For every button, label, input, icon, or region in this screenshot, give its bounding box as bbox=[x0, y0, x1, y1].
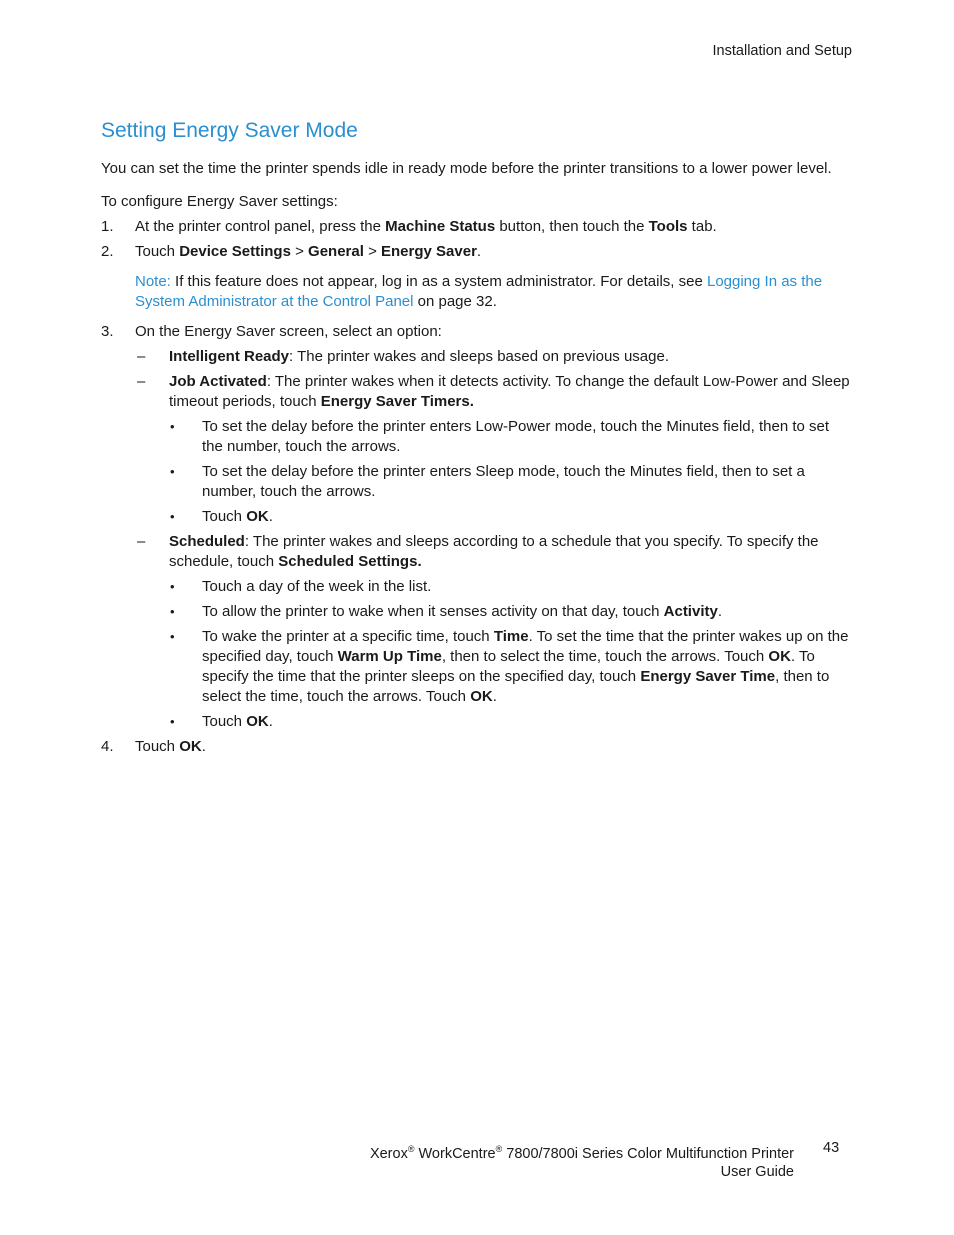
option-term: Scheduled bbox=[169, 533, 245, 550]
separator: > bbox=[363, 243, 382, 260]
machine-status-term: Machine Status bbox=[385, 218, 496, 235]
list-item-text: , then to select the time, touch the arrows. Touch bbox=[202, 668, 830, 705]
ok-term: OK bbox=[246, 713, 269, 730]
list-item bbox=[101, 417, 853, 457]
step-number: 3. bbox=[101, 323, 114, 340]
list-item-text: . To set the time that the printer wakes up on the specified day, touch bbox=[202, 628, 849, 665]
step-text: tab. bbox=[687, 218, 717, 235]
footer-product bbox=[300, 1140, 794, 1181]
note-text: on page 32. bbox=[413, 293, 497, 310]
separator: > bbox=[290, 243, 309, 260]
option-intelligent-ready bbox=[101, 347, 853, 367]
list-item-text: . bbox=[717, 603, 722, 620]
step-3 bbox=[101, 322, 853, 342]
step-text: On the Energy Saver screen, select an option: bbox=[135, 323, 442, 340]
list-item bbox=[101, 577, 853, 597]
step-text: At the printer control panel, press the bbox=[135, 218, 386, 235]
list-item bbox=[101, 712, 853, 732]
bullet-marker: • bbox=[170, 509, 175, 524]
time-term: Time bbox=[493, 628, 529, 645]
ok-term: OK bbox=[470, 688, 493, 705]
step-number: 4. bbox=[101, 738, 114, 755]
step-1 bbox=[101, 217, 853, 237]
bullet-marker: • bbox=[170, 629, 175, 644]
running-header: Installation and Setup bbox=[712, 43, 852, 59]
note-text: If this feature does not appear, log in as a system administrator. For details, see bbox=[170, 273, 707, 290]
list-item-text: To set the delay before the printer enters Sleep mode, touch the Minutes field, then to set a number, touch the arrows. bbox=[202, 463, 805, 500]
list-item-text: , then to select the time, touch the arrows. Touch bbox=[441, 648, 769, 665]
ok-term: OK bbox=[179, 738, 202, 755]
list-item-text: . bbox=[268, 508, 273, 525]
ok-term: OK bbox=[768, 648, 791, 665]
registered-mark: ® bbox=[495, 1144, 503, 1154]
step-text: Touch bbox=[135, 243, 180, 260]
option-job-activated bbox=[101, 372, 853, 412]
option-term: Job Activated bbox=[169, 373, 267, 390]
general-term: General bbox=[308, 243, 364, 260]
list-item-text: . To specify the time that the printer sleeps on the specified day, touch bbox=[202, 648, 815, 685]
dash-marker: – bbox=[137, 348, 146, 365]
dash-marker: – bbox=[137, 373, 146, 390]
step-number: 2. bbox=[101, 243, 114, 260]
list-item bbox=[101, 602, 853, 622]
energy-saver-time-term: Energy Saver Time bbox=[640, 668, 776, 685]
footer-product-line bbox=[300, 1140, 794, 1163]
list-item-text: To wake the printer at a specific time, touch bbox=[202, 628, 494, 645]
step-text: . bbox=[476, 243, 482, 260]
bullet-marker: • bbox=[170, 714, 175, 729]
step-text: . bbox=[201, 738, 206, 755]
list-item-text: To allow the printer to wake when it senses activity on that day, touch bbox=[202, 603, 664, 620]
list-item-text: . bbox=[492, 688, 497, 705]
model-name: 7800/7800i Series Color Multifunction Printer bbox=[502, 1145, 794, 1162]
device-settings-term: Device Settings bbox=[179, 243, 291, 260]
registered-mark: ® bbox=[407, 1144, 415, 1154]
page-number: 43 bbox=[823, 1140, 840, 1156]
step-2 bbox=[101, 242, 853, 262]
list-item-text: Touch bbox=[202, 713, 247, 730]
logging-in-link[interactable]: Logging In as the System Administrator at the Control Panel bbox=[135, 273, 823, 310]
energy-saver-term: Energy Saver bbox=[381, 243, 477, 260]
list-item bbox=[101, 627, 853, 707]
list-item-text: . bbox=[268, 713, 273, 730]
option-text: : The printer wakes and sleeps according to a schedule that you specify. To specify the schedule, touch bbox=[169, 533, 819, 570]
warm-up-time-term: Warm Up Time bbox=[337, 648, 442, 665]
list-item bbox=[101, 507, 853, 527]
note bbox=[135, 272, 853, 312]
page-content bbox=[101, 117, 853, 762]
footer-guide: User Guide bbox=[720, 1163, 794, 1180]
configure-lead: To configure Energy Saver settings: bbox=[101, 193, 338, 210]
option-text: : The printer wakes when it detects activity. To change the default Low-Power and Sleep timeout periods, touch bbox=[169, 373, 850, 410]
intro-paragraph: You can set the time the printer spends idle in ready mode before the printer transitions to a lower power level. bbox=[101, 160, 832, 177]
step-number: 1. bbox=[101, 218, 114, 235]
scheduled-settings-term: Scheduled Settings. bbox=[278, 553, 422, 570]
section-title: Setting Energy Saver Mode bbox=[101, 119, 358, 142]
step-4 bbox=[101, 737, 853, 757]
step-text: button, then touch the bbox=[495, 218, 649, 235]
list-item bbox=[101, 462, 853, 502]
bullet-marker: • bbox=[170, 464, 175, 479]
list-item-text: Touch bbox=[202, 508, 247, 525]
note-label: Note: bbox=[135, 273, 171, 290]
bullet-marker: • bbox=[170, 604, 175, 619]
ok-term: OK bbox=[246, 508, 269, 525]
product-name: WorkCentre bbox=[414, 1145, 496, 1162]
step-text: Touch bbox=[135, 738, 180, 755]
tools-term: Tools bbox=[648, 218, 688, 235]
list-item-text: To set the delay before the printer enters Low-Power mode, touch the Minutes field, then to set the number, touch the arrows. bbox=[202, 418, 830, 455]
bullet-marker: • bbox=[170, 579, 175, 594]
brand-name: Xerox bbox=[369, 1145, 408, 1162]
option-scheduled bbox=[101, 532, 853, 572]
dash-marker: – bbox=[137, 533, 146, 550]
option-text: : The printer wakes and sleeps based on previous usage. bbox=[289, 348, 669, 365]
list-item-text: Touch a day of the week in the list. bbox=[202, 578, 432, 595]
activity-term: Activity bbox=[663, 603, 718, 620]
bullet-marker: • bbox=[170, 419, 175, 434]
energy-saver-timers-term: Energy Saver Timers. bbox=[320, 393, 474, 410]
option-term: Intelligent Ready bbox=[169, 348, 290, 365]
